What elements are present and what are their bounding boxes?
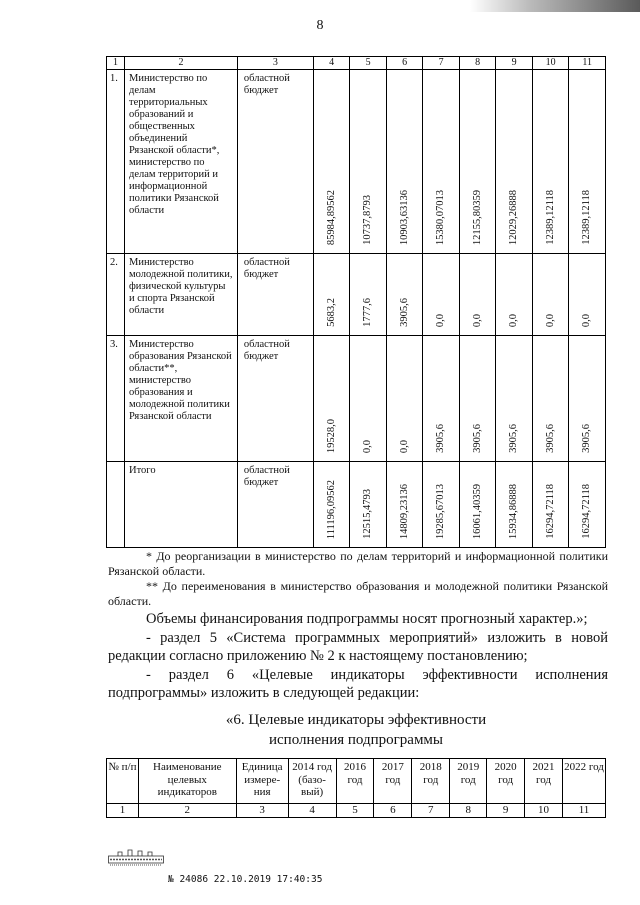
- table-row: [107, 336, 606, 462]
- section-title-line2: исполнения подпрограммы: [268, 732, 444, 748]
- row-number: 3.: [107, 336, 125, 462]
- header-cell: 2014 год (базо-вый): [288, 759, 336, 804]
- header-cell: 2021 год: [525, 759, 563, 804]
- value-cell: 3905,6: [398, 298, 410, 327]
- financing-table: [106, 56, 606, 548]
- row-number: 2.: [107, 254, 125, 336]
- value-cell: 1777,6: [362, 298, 374, 327]
- header-cell: 3: [237, 57, 313, 70]
- value-cell: 0,0: [544, 313, 556, 327]
- value-cell: 16061,40359: [471, 483, 483, 539]
- value-cell: 5683,2: [325, 298, 337, 327]
- value-cell: 12155,80359: [471, 189, 483, 245]
- value-cell: 15380,07013: [435, 189, 447, 245]
- header-cell: 4: [313, 57, 350, 70]
- value-cell: 0,0: [581, 313, 593, 327]
- number-cell: 7: [412, 804, 450, 818]
- value-cell: 19285,67013: [435, 483, 447, 539]
- section-title: «6. Целевые индикаторы эффективности: [225, 712, 487, 728]
- table-row-total: [107, 462, 606, 548]
- total-label: Итого: [124, 462, 237, 548]
- scan-artifact: [470, 0, 640, 12]
- value-cell: 3905,6: [508, 424, 520, 453]
- value-cell: 0,0: [398, 439, 410, 453]
- paragraph-section5: - раздел 5 «Система программных мероприятий» изложить в новой редакции согласно приложению № 2 к настоящему постановлению;: [108, 630, 608, 664]
- header-cell: 8: [459, 57, 496, 70]
- header-cell: 7: [423, 57, 460, 70]
- value-cell: 12389,12118: [581, 190, 593, 245]
- value-cell: 3905,6: [581, 424, 593, 453]
- page-number: 8: [316, 18, 324, 33]
- header-cell: 2016 год: [336, 759, 374, 804]
- funding-source: областной бюджет: [237, 462, 313, 548]
- value-cell: 0,0: [362, 439, 374, 453]
- header-cell: 2018 год: [412, 759, 450, 804]
- header-cell: 11: [569, 57, 606, 70]
- header-cell: 1: [107, 57, 125, 70]
- value-cell: 0,0: [471, 313, 483, 327]
- table-row: [107, 254, 606, 336]
- value-cell: 16294,72118: [581, 484, 593, 539]
- number-cell: 8: [450, 804, 487, 818]
- number-cell: 6: [374, 804, 412, 818]
- header-cell: Наименование целевых индикаторов: [138, 759, 236, 804]
- footnote-1: * До реорганизации в министерство по делам территорий и информационной политики Рязанской области.: [108, 549, 608, 578]
- value-cell: 10737,8793: [362, 195, 374, 245]
- funding-source: областной бюджет: [237, 336, 313, 462]
- value-cell: 12515,4793: [362, 489, 374, 539]
- header-cell: № п/п: [107, 759, 139, 804]
- ministry-name: Министерство образования Рязанской области**, министерство образования и молодежной политики Рязанской области: [124, 336, 237, 462]
- document-stamp-text: № 24086 22.10.2019 17:40:35: [168, 874, 323, 885]
- footnote-2: ** До переименования в министерство образования и молодежной политики Рязанской области.: [108, 579, 608, 608]
- number-cell: 1: [107, 804, 139, 818]
- number-cell: 2: [138, 804, 236, 818]
- value-cell: 111196,09562: [325, 479, 337, 539]
- value-cell: 0,0: [508, 313, 520, 327]
- number-cell: 5: [336, 804, 374, 818]
- value-cell: 15934,86888: [508, 483, 520, 539]
- value-cell: 12029,26888: [508, 189, 520, 245]
- registration-stamp-icon: [108, 849, 164, 867]
- header-cell: 2017 год: [374, 759, 412, 804]
- value-cell: 16294,72118: [544, 484, 556, 539]
- header-cell: Единица измере-ния: [236, 759, 288, 804]
- header-cell: 9: [496, 57, 533, 70]
- number-cell: 10: [525, 804, 563, 818]
- value-cell: 14809,23136: [398, 483, 410, 539]
- value-cell: 0,0: [435, 313, 447, 327]
- value-cell: 3905,6: [471, 424, 483, 453]
- indicators-header-row: [107, 759, 606, 804]
- funding-source: областной бюджет: [237, 70, 313, 254]
- table-header-row: [107, 57, 606, 70]
- value-cell: 85984,89562: [325, 189, 337, 245]
- header-cell: 5: [350, 57, 387, 70]
- header-cell: 2020 год: [487, 759, 525, 804]
- header-cell: 2022 год: [562, 759, 605, 804]
- indicators-number-row: [107, 804, 606, 818]
- value-cell: 12389,12118: [544, 190, 556, 245]
- header-cell: 10: [532, 57, 569, 70]
- ministry-name: Министерство по делам территориальных образований и общественных объединений Рязанской области*, министерство по делам территорий и информационной политики Рязанской области: [124, 70, 237, 254]
- number-cell: 3: [236, 804, 288, 818]
- header-cell: 2019 год: [450, 759, 487, 804]
- ministry-name: Министерство молодежной политики, физической культуры и спорта Рязанской области: [124, 254, 237, 336]
- number-cell: 11: [562, 804, 605, 818]
- value-cell: 19528,0: [325, 418, 337, 453]
- row-number: 1.: [107, 70, 125, 254]
- value-cell: 3905,6: [435, 424, 447, 453]
- header-cell: 6: [386, 57, 423, 70]
- number-cell: 4: [288, 804, 336, 818]
- indicators-table: [106, 758, 606, 818]
- paragraph-section6: - раздел 6 «Целевые индикаторы эффективности исполнения подпрограммы» изложить в следующей редакции:: [108, 667, 608, 701]
- paragraph-financing-note: Объемы финансирования подпрограммы носят прогнозный характер.»;: [146, 611, 588, 627]
- header-cell: 2: [124, 57, 237, 70]
- row-number: [107, 462, 125, 548]
- table-row: [107, 70, 606, 254]
- number-cell: 9: [487, 804, 525, 818]
- value-cell: 10903,63136: [398, 189, 410, 245]
- value-cell: 3905,6: [544, 424, 556, 453]
- funding-source: областной бюджет: [237, 254, 313, 336]
